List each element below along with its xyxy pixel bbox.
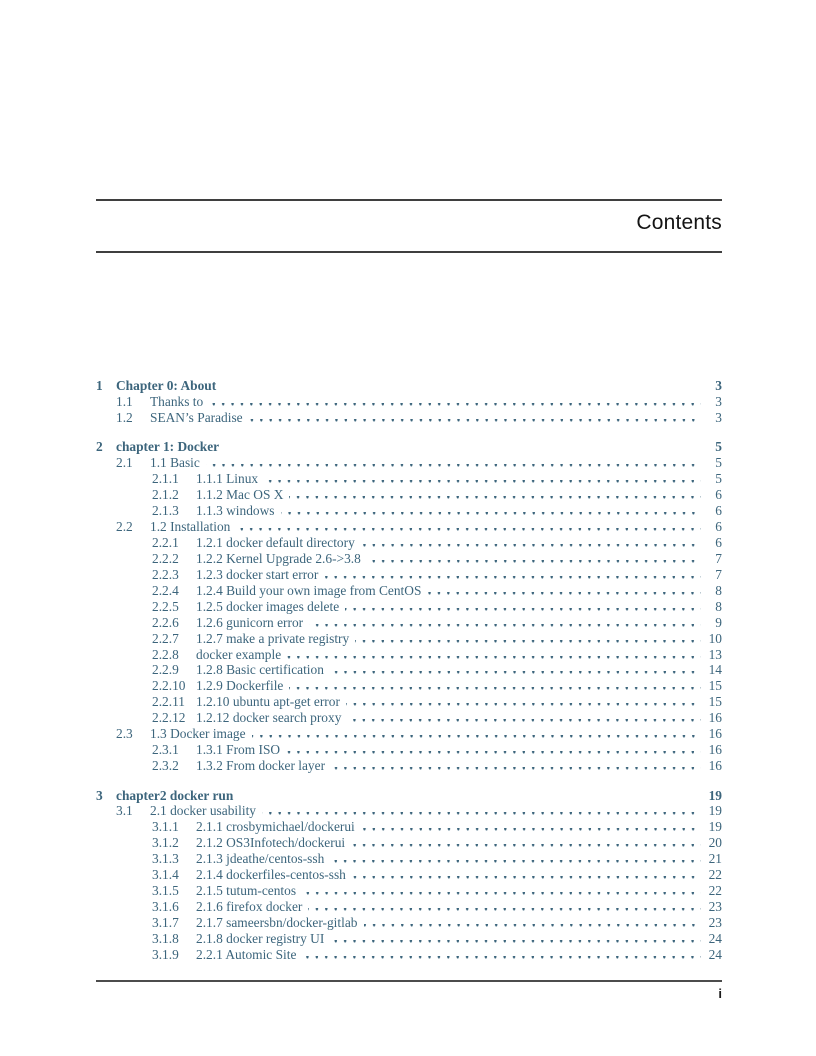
toc-entry-number: 1 bbox=[96, 378, 103, 393]
toc-entry-page: 15 bbox=[708, 678, 722, 694]
toc-entry-number: 3.1.8 bbox=[152, 930, 179, 946]
dot-leader bbox=[249, 419, 701, 422]
toc-entry[interactable] bbox=[96, 742, 722, 758]
toc-entry[interactable] bbox=[96, 835, 722, 851]
toc-entry-label: chapter2 docker run bbox=[116, 787, 234, 803]
toc-entry-number: 3.1.4 bbox=[152, 867, 179, 883]
toc-entry[interactable] bbox=[96, 394, 722, 410]
toc-entry-page: 19 bbox=[708, 803, 722, 819]
toc-entry-number: 2.2.12 bbox=[152, 710, 186, 726]
dot-leader bbox=[309, 624, 701, 627]
table-of-contents bbox=[96, 378, 722, 963]
dot-leader bbox=[286, 751, 701, 754]
toc-entry[interactable] bbox=[96, 803, 722, 819]
toc-entry-number: 3.1.6 bbox=[152, 899, 179, 915]
toc-entry[interactable] bbox=[96, 551, 722, 567]
toc-entry-number: 2.2.11 bbox=[152, 694, 185, 710]
toc-entry-page: 5 bbox=[715, 471, 722, 487]
toc-entry-number: 2.3.1 bbox=[152, 742, 179, 758]
toc-entry[interactable] bbox=[96, 788, 722, 804]
toc-entry-label: 2.1.3 jdeathe/centos-ssh bbox=[196, 851, 325, 867]
toc-entry[interactable] bbox=[96, 915, 722, 931]
dot-leader bbox=[352, 876, 701, 879]
toc-entry-label: 1.2.10 ubuntu apt-get error bbox=[196, 694, 340, 710]
dot-leader bbox=[330, 860, 701, 863]
toc-entry-page: 16 bbox=[708, 758, 722, 774]
toc-entry[interactable] bbox=[96, 947, 722, 963]
dot-leader bbox=[361, 828, 701, 831]
toc-entry[interactable] bbox=[96, 867, 722, 883]
toc-entry-number: 2.2.10 bbox=[152, 678, 186, 694]
dot-leader bbox=[281, 512, 702, 515]
toc-entry-page: 8 bbox=[715, 598, 722, 614]
toc-entry-label: 1.2.3 docker start error bbox=[196, 566, 319, 582]
dot-leader bbox=[331, 767, 701, 770]
toc-entry-label: 2.1 docker usability bbox=[150, 803, 256, 819]
dot-leader bbox=[351, 844, 701, 847]
toc-entry-label: SEAN’s Paradise bbox=[150, 409, 243, 425]
toc-entry-label: 2.1.4 dockerfiles-centos-ssh bbox=[196, 867, 346, 883]
toc-entry-label: 1.3.2 From docker layer bbox=[196, 758, 326, 774]
toc-entry[interactable] bbox=[96, 678, 722, 694]
toc-entry[interactable] bbox=[96, 487, 722, 503]
toc-entry-page: 3 bbox=[715, 409, 722, 425]
dot-leader bbox=[206, 464, 701, 467]
footer-rule bbox=[96, 980, 722, 982]
toc-entry-label: 1.2.7 make a private registry bbox=[196, 630, 350, 646]
toc-entry-label: 1.2.4 Build your own image from CentOS bbox=[196, 582, 422, 598]
toc-entry[interactable] bbox=[96, 883, 722, 899]
toc-entry[interactable] bbox=[96, 694, 722, 710]
toc-entry-label: 1.3.1 From ISO bbox=[196, 742, 281, 758]
toc-entry-page: 7 bbox=[715, 566, 722, 582]
dot-leader bbox=[222, 387, 701, 390]
toc-entry-page: 6 bbox=[715, 534, 722, 550]
dot-leader bbox=[239, 797, 701, 800]
dot-leader bbox=[364, 924, 702, 927]
toc-entry-label: 1.1 Basic bbox=[150, 455, 200, 471]
toc-entry-number: 2.2.3 bbox=[152, 566, 179, 582]
toc-entry[interactable] bbox=[96, 726, 722, 742]
toc-entry-page: 8 bbox=[715, 582, 722, 598]
toc-entry[interactable] bbox=[96, 647, 722, 663]
toc-entry-page: 3 bbox=[715, 378, 722, 393]
dot-leader bbox=[262, 812, 701, 815]
toc-entry-label: 1.2.2 Kernel Upgrade 2.6->3.8 bbox=[196, 550, 361, 566]
toc-entry[interactable] bbox=[96, 410, 722, 426]
toc-entry-number: 3.1.9 bbox=[152, 946, 179, 962]
toc-entry[interactable] bbox=[96, 931, 722, 947]
toc-entry-number: 1.2 bbox=[116, 409, 133, 425]
toc-entry-number: 2.2.1 bbox=[152, 534, 179, 550]
header-rule-bottom bbox=[96, 251, 722, 253]
toc-entry-page: 24 bbox=[708, 946, 722, 962]
toc-entry[interactable] bbox=[96, 567, 722, 583]
dot-leader bbox=[302, 956, 701, 959]
toc-entry-page: 16 bbox=[708, 726, 722, 742]
dot-leader bbox=[236, 528, 701, 531]
toc-entry-number: 2.1 bbox=[116, 455, 133, 471]
toc-entry[interactable] bbox=[96, 599, 722, 615]
toc-entry-page: 23 bbox=[708, 915, 722, 930]
toc-entry-page: 6 bbox=[715, 519, 722, 534]
toc-entry[interactable] bbox=[96, 615, 722, 631]
toc-entry-label: chapter 1: Docker bbox=[116, 439, 220, 455]
toc-entry-label: Chapter 0: About bbox=[116, 378, 217, 393]
toc-entry-page: 23 bbox=[708, 899, 722, 915]
toc-entry-page: 7 bbox=[715, 550, 722, 566]
toc-entry-number: 2.2.5 bbox=[152, 598, 179, 614]
toc-entry-page: 19 bbox=[708, 819, 722, 835]
dot-leader bbox=[330, 671, 701, 674]
toc-entry-page: 13 bbox=[708, 646, 722, 662]
dot-leader bbox=[289, 687, 701, 690]
toc-entry-label: 1.1.1 Linux bbox=[196, 471, 259, 487]
toc-entry-label: 1.2.8 Basic certification bbox=[196, 662, 324, 678]
dot-leader bbox=[367, 560, 701, 563]
toc-entry[interactable] bbox=[96, 819, 722, 835]
toc-entry-page: 6 bbox=[715, 503, 722, 519]
toc-entry-label: 1.2.5 docker images delete bbox=[196, 598, 340, 614]
toc-entry-page: 9 bbox=[715, 614, 722, 630]
toc-entry[interactable] bbox=[96, 535, 722, 551]
toc-entry-number: 2 bbox=[96, 439, 103, 455]
dot-leader bbox=[427, 592, 701, 595]
dot-leader bbox=[209, 403, 701, 406]
dot-leader bbox=[330, 940, 701, 943]
toc-entry-number: 2.2.2 bbox=[152, 550, 179, 566]
toc-entry-number: 3 bbox=[96, 787, 103, 803]
toc-entry-number: 2.1.1 bbox=[152, 471, 179, 487]
dot-leader bbox=[355, 640, 701, 643]
toc-entry[interactable] bbox=[96, 519, 722, 535]
toc-entry-number: 3.1.2 bbox=[152, 835, 179, 851]
toc-entry-label: 1.2.12 docker search proxy bbox=[196, 710, 342, 726]
toc-entry-number: 2.2.4 bbox=[152, 582, 179, 598]
toc-entry-number: 2.2.6 bbox=[152, 614, 179, 630]
toc-entry[interactable] bbox=[96, 439, 722, 455]
toc-entry[interactable] bbox=[96, 503, 722, 519]
dot-leader bbox=[289, 496, 701, 499]
toc-entry[interactable] bbox=[96, 455, 722, 471]
folio-page-number: i bbox=[718, 986, 722, 1001]
toc-entry-page: 19 bbox=[708, 787, 722, 803]
toc-entry-label: 2.2.1 Automic Site bbox=[196, 946, 297, 962]
toc-entry-number: 2.1.3 bbox=[152, 503, 179, 519]
dot-leader bbox=[345, 608, 701, 611]
toc-entry-page: 5 bbox=[715, 455, 722, 471]
toc-entry-label: 2.1.5 tutum-centos bbox=[196, 883, 297, 899]
toc-entry-number: 3.1.3 bbox=[152, 851, 179, 867]
toc-entry-label: Thanks to bbox=[150, 393, 204, 409]
dot-leader bbox=[225, 448, 701, 451]
toc-list bbox=[96, 378, 722, 963]
toc-entry-number: 2.3 bbox=[116, 726, 133, 742]
toc-entry[interactable] bbox=[96, 758, 722, 774]
toc-entry-page: 22 bbox=[708, 883, 722, 899]
toc-entry-label: 1.1.2 Mac OS X bbox=[196, 487, 284, 503]
toc-entry-page: 20 bbox=[708, 835, 722, 851]
toc-entry-label: 1.2.9 Dockerfile bbox=[196, 678, 284, 694]
toc-entry-label: 1.2.1 docker default directory bbox=[196, 534, 355, 550]
toc-entry-number: 3.1.1 bbox=[152, 819, 179, 835]
toc-entry-label: 1.2 Installation bbox=[150, 519, 231, 534]
toc-entry-page: 15 bbox=[708, 694, 722, 710]
toc-entry[interactable] bbox=[96, 631, 722, 647]
toc-entry-label: 1.1.3 windows bbox=[196, 503, 275, 519]
toc-entry[interactable] bbox=[96, 662, 722, 678]
toc-entry[interactable] bbox=[96, 710, 722, 726]
toc-entry[interactable] bbox=[96, 378, 722, 394]
toc-entry-page: 21 bbox=[708, 851, 722, 867]
toc-entry-number: 2.2.8 bbox=[152, 646, 179, 662]
dot-leader bbox=[302, 892, 701, 895]
toc-entry-page: 14 bbox=[708, 662, 722, 678]
toc-entry-page: 6 bbox=[715, 487, 722, 503]
toc-entry-label: 1.2.6 gunicorn error bbox=[196, 614, 304, 630]
dot-leader bbox=[347, 719, 701, 722]
toc-entry-page: 16 bbox=[708, 710, 722, 726]
toc-entry[interactable] bbox=[96, 471, 722, 487]
toc-entry-label: 2.1.7 sameersbn/docker-gitlab bbox=[196, 915, 358, 930]
toc-entry-page: 3 bbox=[715, 393, 722, 409]
dot-leader bbox=[324, 576, 701, 579]
toc-entry-number: 2.1.2 bbox=[152, 487, 179, 503]
toc-entry-page: 24 bbox=[708, 930, 722, 946]
toc-entry[interactable] bbox=[96, 899, 722, 915]
header-rule-top bbox=[96, 199, 722, 201]
dot-leader bbox=[287, 656, 701, 659]
dot-leader bbox=[361, 544, 701, 547]
toc-entry-number: 3.1 bbox=[116, 803, 133, 819]
toc-entry-number: 2.2 bbox=[116, 519, 133, 534]
toc-entry-page: 16 bbox=[708, 742, 722, 758]
toc-entry-label: 2.1.8 docker registry UI bbox=[196, 930, 325, 946]
toc-entry-page: 5 bbox=[715, 439, 722, 455]
dot-leader bbox=[308, 908, 701, 911]
page-title: Contents bbox=[636, 211, 722, 234]
toc-entry-label: docker example bbox=[196, 646, 282, 662]
toc-entry-number: 2.2.9 bbox=[152, 662, 179, 678]
toc-entry-label: 1.3 Docker image bbox=[150, 726, 246, 742]
toc-entry-label: 2.1.6 firefox docker bbox=[196, 899, 303, 915]
toc-entry-page: 22 bbox=[708, 867, 722, 883]
toc-entry-number: 3.1.5 bbox=[152, 883, 179, 899]
toc-entry-label: 2.1.1 crosbymichael/dockerui bbox=[196, 819, 355, 835]
toc-entry-label: 2.1.2 OS3Infotech/dockerui bbox=[196, 835, 346, 851]
toc-entry[interactable] bbox=[96, 583, 722, 599]
toc-entry-number: 2.3.2 bbox=[152, 758, 179, 774]
dot-leader bbox=[264, 480, 701, 483]
toc-entry[interactable] bbox=[96, 851, 722, 867]
dot-leader bbox=[346, 703, 701, 706]
toc-entry-page: 10 bbox=[708, 630, 722, 646]
dot-leader bbox=[252, 735, 701, 738]
toc-entry-number: 2.2.7 bbox=[152, 630, 179, 646]
toc-entry-number: 1.1 bbox=[116, 393, 133, 409]
toc-entry-number: 3.1.7 bbox=[152, 915, 179, 930]
